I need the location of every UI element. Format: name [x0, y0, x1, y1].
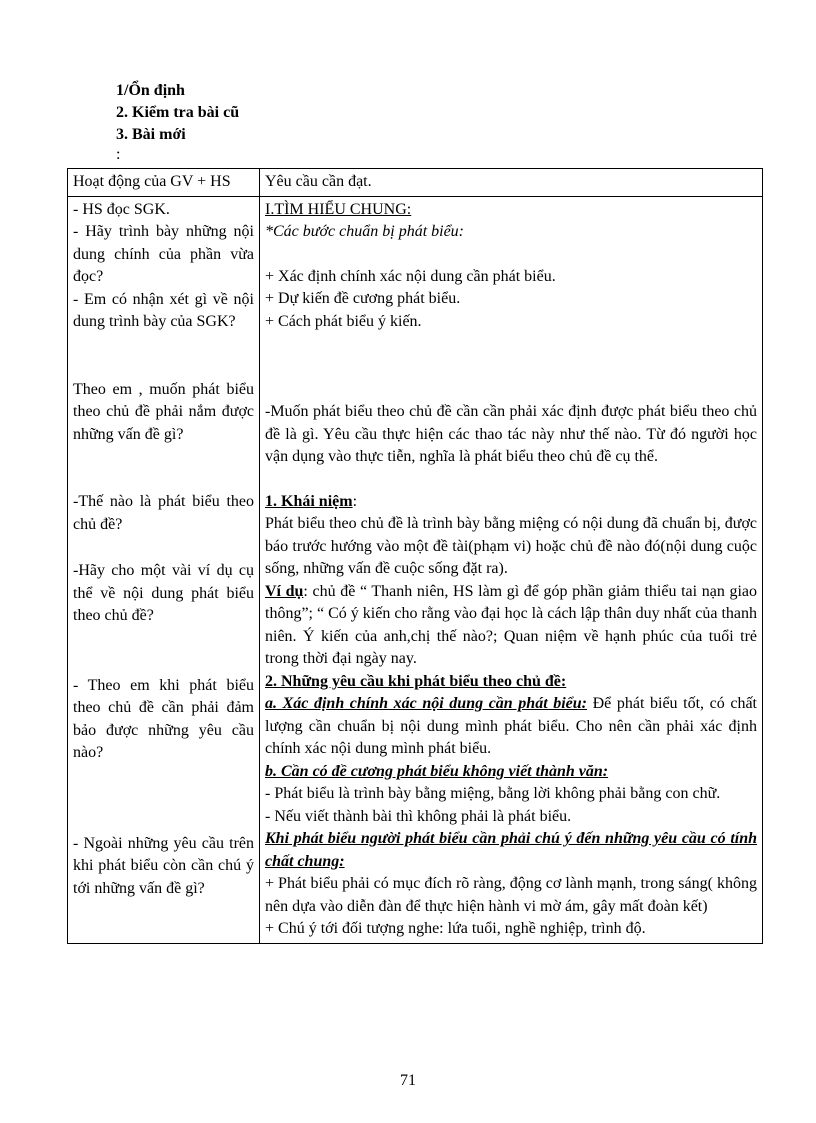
general-requirement-1: + Phát biểu phải có mục đích rõ ràng, động cơ lành mạnh, trong sáng( không nên dựa vào diễn đàn để thực hiện hành vi mờ ám, gây mất đoàn kết): [265, 875, 757, 915]
lesson-table: [67, 168, 763, 944]
requirements-cell: [260, 196, 763, 943]
activity-question-requirements: - Theo em khi phát biểu theo chủ đề cần phải đảm bảo được những yêu cầu nào?: [73, 676, 254, 761]
requirement-b-2: - Nếu viết thành bài thì không phải là phát biểu.: [265, 807, 572, 825]
example-paragraph: [265, 581, 757, 671]
requirement-a-title: a. Xác định chính xác nội dung cần phát biểu:: [265, 695, 588, 712]
section-tim-hieu-chung: I.TÌM HIỂU CHUNG:: [265, 200, 412, 218]
general-requirements-title: Khi phát biểu người phát biểu cần phải chú ý đến những yêu cầu có tính chất chung:: [265, 830, 757, 870]
example-label: Ví dụ: [265, 582, 304, 600]
requirement-a: [265, 693, 757, 761]
heading-colon: :: [116, 146, 121, 163]
header-left-cell: Hoạt động của GV + HS: [68, 169, 260, 197]
requirement-b-1: - Phát biểu là trình bày bằng miệng, bằng lời không phải bằng con chữ.: [265, 785, 721, 802]
concept-text: Phát biểu theo chủ đề là trình bày bằng miệng có nội dung đã chuẩn bị, được báo trước hướng vào một đề tài(phạm vi) hoặc chủ đề nào đó(nội dung cuộc sống, những vấn đề cuộc sống đặt ra).: [265, 515, 757, 577]
steps-heading: *Các bước chuẩn bị phát biểu:: [265, 223, 465, 240]
heading-kiem-tra: 2. Kiểm tra bài cũ: [116, 104, 240, 121]
activity-question-notes: - Ngoài những yêu cầu trên khi phát biểu còn cần chú ý tới những vấn đề gì?: [73, 834, 254, 897]
concept-heading: [265, 491, 757, 514]
table-body-row: [68, 196, 763, 943]
heading-bai-moi: 3. Bài mới: [116, 126, 186, 143]
activity-read-sgk: - HS đọc SGK.: [73, 200, 170, 218]
activity-question-issues: Theo em , muốn phát biểu theo chủ đề phải nắm được những vấn đề gì?: [73, 380, 254, 443]
concept-colon: :: [352, 492, 358, 510]
step-1: + Xác định chính xác nội dung cần phát biểu.: [265, 267, 556, 285]
paragraph-issues: -Muốn phát biểu theo chủ đề cần cần phải xác định được phát biểu theo chủ đề là gì. Yêu cầu thực hiện các thao tác này như thế nào. Từ đó người học vận dụng vào thực tiễn, nghĩa là phát biểu theo chủ đề cụ thể.: [265, 403, 757, 465]
activity-question-definition: -Thế nào là phát biểu theo chủ đề?: [73, 493, 254, 533]
example-text: : chủ đề “ Thanh niên, HS làm gì để góp phần giảm thiểu tai nạn giao thông”; “ Có ý kiến cho rằng vào đại học là cách lập thân duy nhất của thanh niên. Ý kiến của anh,chị thế nào?; Quan niệm về hạnh phúc của tuổi trẻ trong thời đại ngày nay.: [265, 582, 757, 667]
activity-question-examples: -Hãy cho một vài ví dụ cụ thể về nội dung phát biểu theo chủ đề?: [73, 562, 254, 624]
header-right-cell: Yêu cầu cần đạt.: [260, 169, 763, 197]
section-requirements: 2. Những yêu cầu khi phát biểu theo chủ đề:: [265, 672, 567, 690]
general-requirement-2: + Chú ý tới đối tượng nghe: lứa tuổi, nghề nghiệp, trình độ.: [265, 920, 646, 937]
lesson-headings: [116, 80, 239, 164]
activity-question-main-content: - Hãy trình bày những nội dung chính của phần vừa đọc?: [73, 223, 254, 285]
heading-on-dinh: 1/Ổn định: [116, 82, 185, 99]
requirement-b-title: b. Cần có đề cương phát biểu không viết thành văn:: [265, 762, 609, 780]
activity-question-remark: - Em có nhận xét gì về nội dung trình bày của SGK?: [73, 290, 254, 330]
step-2: + Dự kiến đề cương phát biểu.: [265, 290, 461, 307]
concept-title: 1. Khái niệm: [265, 492, 353, 510]
page-number: 71: [400, 1072, 416, 1089]
step-3: + Cách phát biểu ý kiến.: [265, 312, 422, 330]
table-header-row: [68, 169, 763, 197]
teacher-activity-cell: [68, 196, 260, 943]
requirement-a-text: Để phát biểu tốt, có chất lượng cần chuẩn bị nội dung mình phát biểu. Cho nên cần phải xác định chính xác nội dung mình phát biểu.: [265, 695, 758, 757]
